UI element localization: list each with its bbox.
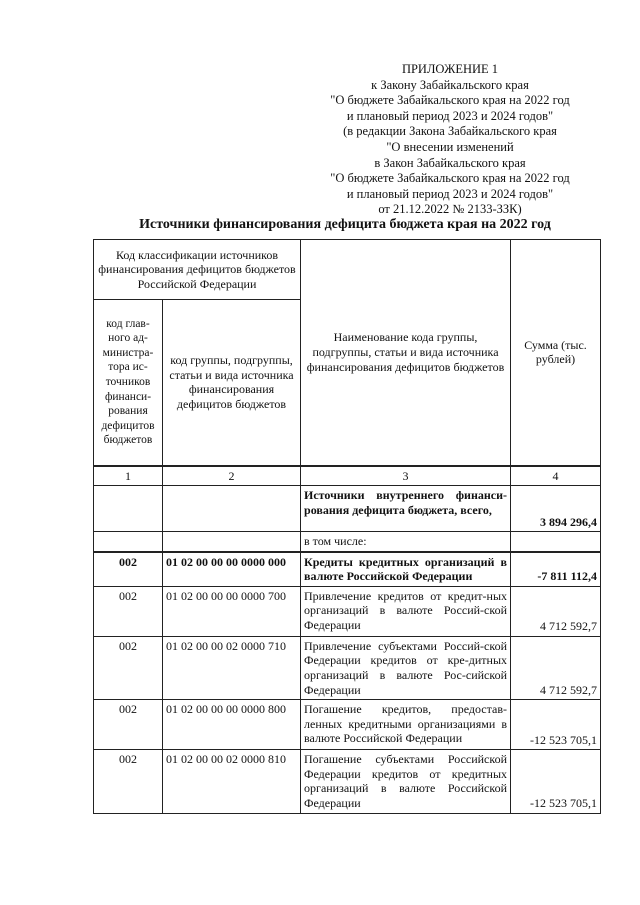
header-line: и плановый период 2023 и 2024 годов" — [346, 186, 554, 201]
source-sum: 4 712 592,7 — [511, 636, 601, 699]
column-number: 4 — [511, 466, 601, 486]
total-sum: 3 894 296,4 — [511, 486, 601, 532]
table-row — [94, 700, 601, 750]
source-sum: -7 811 112,4 — [511, 552, 601, 587]
including-label: в том числе: — [301, 532, 511, 552]
column-number: 2 — [163, 466, 301, 486]
header-line: "О бюджете Забайкальского края на 2022 год — [330, 93, 570, 108]
column-number: 3 — [301, 466, 511, 486]
group-code-column-header: код группы, подгруппы, статьи и вида источника финансирования дефицитов бюджетов — [163, 300, 301, 466]
source-code: 01 02 00 00 00 0000 800 — [163, 700, 301, 750]
table-row — [94, 636, 601, 699]
header-line: в Закон Забайкальского края — [374, 155, 526, 170]
source-sum: -12 523 705,1 — [511, 700, 601, 750]
source-code: 01 02 00 00 00 0000 700 — [163, 586, 301, 636]
table-row — [94, 586, 601, 636]
header-line: ПРИЛОЖЕНИЕ 1 — [401, 62, 499, 76]
source-name: Кредиты кредитных организаций в валюте Российской Федерации — [301, 552, 511, 587]
total-row — [94, 486, 601, 532]
header-line: от 21.12.2022 № 2133-ЗЗК) — [378, 202, 522, 217]
appendix-header — [300, 62, 600, 218]
sum-column-header: Сумма (тыс. рублей) — [511, 240, 601, 466]
admin-code: 002 — [94, 552, 163, 587]
table-row — [94, 750, 601, 813]
admin-code: 002 — [94, 586, 163, 636]
header-line: "О бюджете Забайкальского края на 2022 год — [330, 171, 570, 186]
header-line: "О внесении изменений — [386, 139, 514, 154]
name-column-header: Наименование кода группы, подгруппы, статьи и вида источника финансирования дефицитов бюджетов — [301, 240, 511, 466]
source-sum: -12 523 705,1 — [511, 750, 601, 813]
source-name: Привлечение кредитов от кредит-ных организаций в валюте Россий-ской Федерации — [301, 586, 511, 636]
admin-code: 002 — [94, 700, 163, 750]
table-row — [94, 552, 601, 587]
page-title: Источники финансирования дефицита бюджета края на 2022 год — [139, 217, 551, 232]
source-code: 01 02 00 00 00 0000 000 — [163, 552, 301, 587]
header-line: к Закону Забайкальского края — [371, 77, 529, 92]
header-line: и плановый период 2023 и 2024 годов" — [346, 108, 554, 123]
source-code: 01 02 00 00 02 0000 810 — [163, 750, 301, 813]
financing-sources-table — [93, 239, 601, 814]
admin-code-column-header: код глав-ного ад-министра-тора ис-точников финанси-рования дефицитов бюджетов — [94, 300, 163, 466]
source-name: Привлечение субъектами Россий-ской Федерации кредитов от кре-дитных организаций в валюте Рос-сийской Федерации — [301, 636, 511, 699]
header-line: (в редакции Закона Забайкальского края — [343, 124, 557, 139]
classification-group-header: Код классификации источников финансирования дефицитов бюджетов Российской Федерации — [94, 240, 301, 300]
admin-code: 002 — [94, 636, 163, 699]
admin-code: 002 — [94, 750, 163, 813]
source-name: Погашение субъектами Российской Федерации кредитов от кредитных организаций в валюте Российской Федерации — [301, 750, 511, 813]
source-sum: 4 712 592,7 — [511, 586, 601, 636]
source-name: Погашение кредитов, предостав-ленных кредитными организациями в валюте Российской Федерации — [301, 700, 511, 750]
column-number: 1 — [94, 466, 163, 486]
source-code: 01 02 00 00 02 0000 710 — [163, 636, 301, 699]
total-name: Источники внутреннего финанси-рования дефицита бюджета, всего, — [301, 486, 511, 532]
